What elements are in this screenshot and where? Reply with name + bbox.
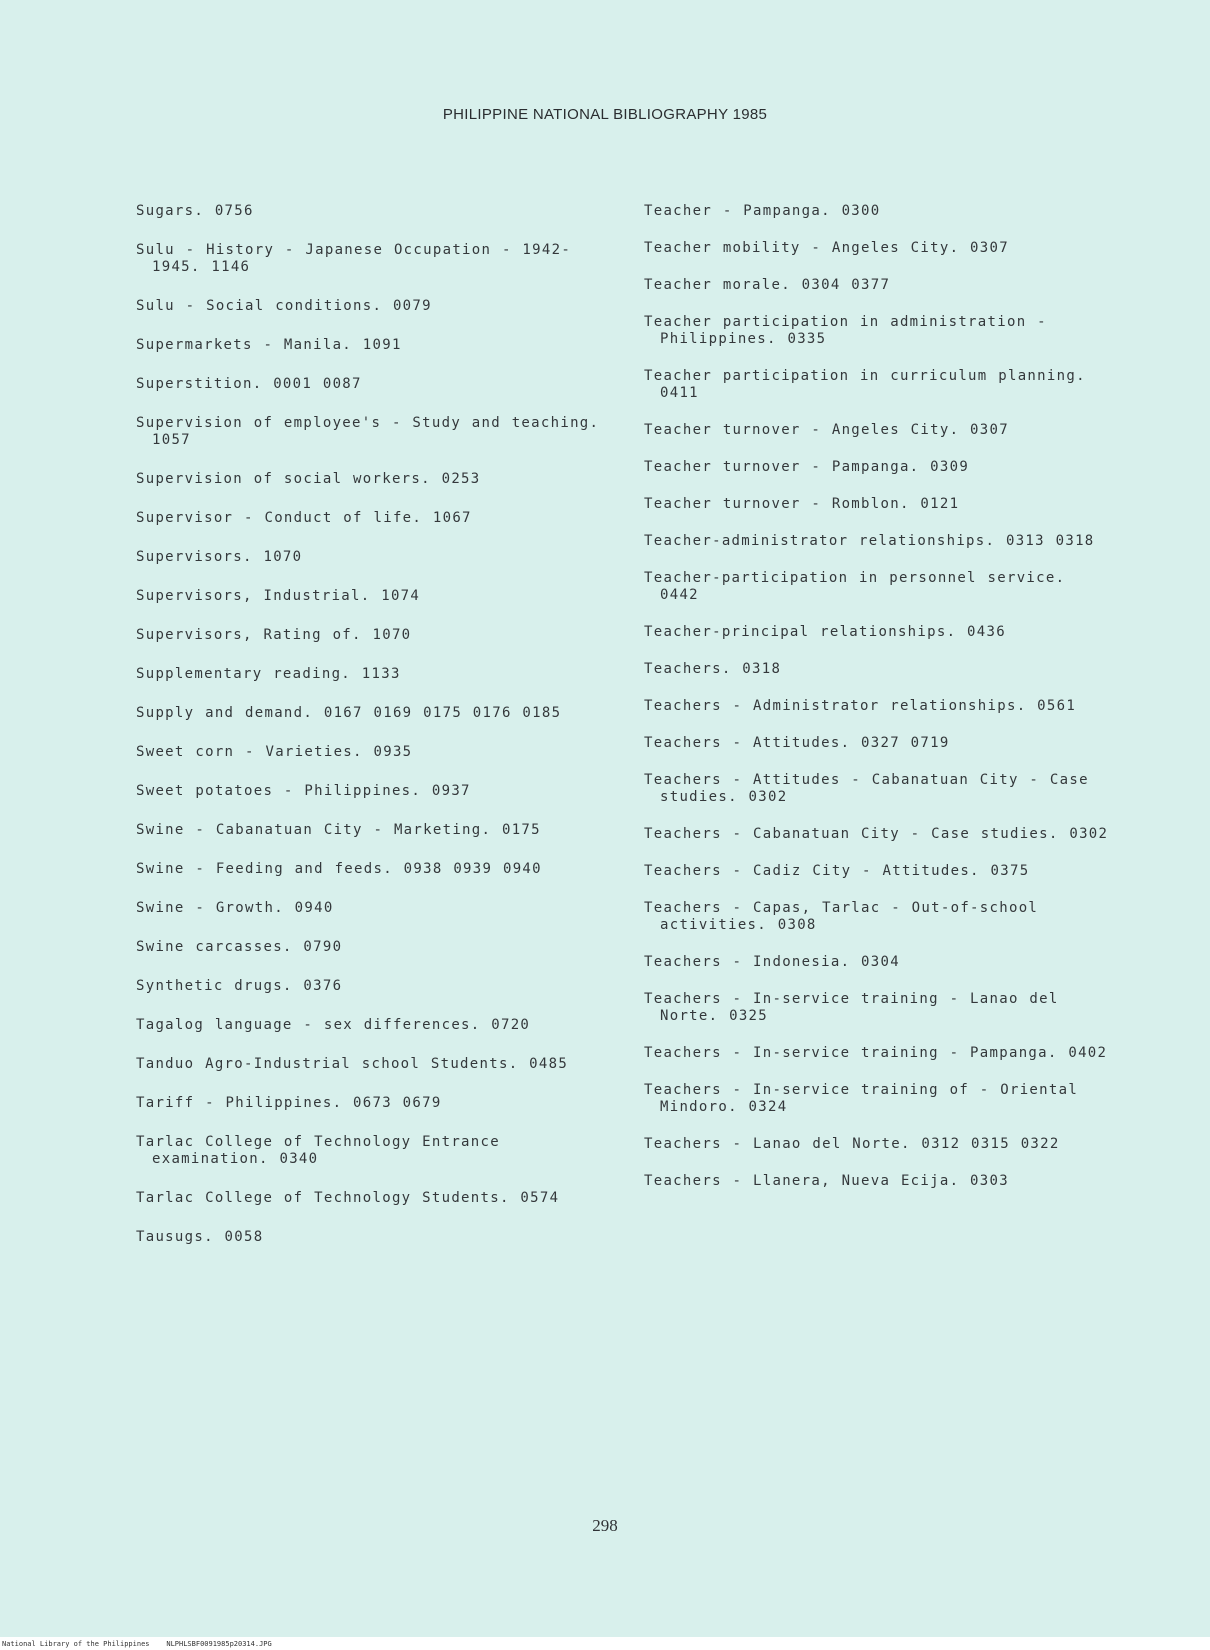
index-entry: Teachers - Cadiz City - Attitudes. 0375 xyxy=(644,863,1030,879)
index-entry: Swine - Feeding and feeds. 0938 0939 0940 xyxy=(136,861,542,877)
index-entry: Teachers - Cabanatuan City - Case studies. 0302 xyxy=(644,826,1109,842)
page-number: 298 xyxy=(592,1516,618,1535)
index-entry: Teacher mobility - Angeles City. 0307 xyxy=(644,240,1009,256)
index-entry: Teachers - Indonesia. 0304 xyxy=(644,954,900,970)
index-entry: Tausugs. 0058 xyxy=(136,1229,264,1245)
index-entry: Teachers - Administrator relationships. 0561 xyxy=(644,698,1077,714)
index-entry: Teachers - Llanera, Nueva Ecija. 0303 xyxy=(644,1173,1009,1189)
page-header-title: PHILIPPINE NATIONAL BIBLIOGRAPHY 1985 xyxy=(442,106,768,123)
index-entry: Teachers - In-service training - Lanao del Norte. 0325 xyxy=(644,991,1059,1024)
index-entry: Tarlac College of Technology Students. 0574 xyxy=(136,1190,560,1206)
index-entry: Teacher-administrator relationships. 0313 0318 xyxy=(644,533,1095,549)
index-entry: Teachers - In-service training - Pampanga. 0402 xyxy=(644,1045,1108,1061)
index-entry: Teacher-principal relationships. 0436 xyxy=(644,624,1006,640)
index-entry: Supervision of employee's - Study and teaching. 1057 xyxy=(136,415,600,448)
index-entry: Teachers - Attitudes. 0327 0719 xyxy=(644,735,950,751)
index-entry: Tagalog language - sex differences. 0720 xyxy=(136,1017,531,1033)
index-entry: Tariff - Philippines. 0673 0679 xyxy=(136,1095,442,1111)
index-entry: Teacher turnover - Pampanga. 0309 xyxy=(644,459,970,475)
index-entry: Supervisors, Rating of. 1070 xyxy=(136,627,412,643)
index-entry: Tarlac College of Technology Entrance examination. 0340 xyxy=(136,1134,500,1167)
index-entry: Supervisors, Industrial. 1074 xyxy=(136,588,421,604)
index-entry: Swine - Growth. 0940 xyxy=(136,900,334,916)
index-entry: Teachers - Lanao del Norte. 0312 0315 0322 xyxy=(644,1136,1060,1152)
index-entry: Teacher morale. 0304 0377 xyxy=(644,277,891,293)
index-column-right xyxy=(644,203,1114,1210)
index-entry: Synthetic drugs. 0376 xyxy=(136,978,343,994)
index-entry: Supervisor - Conduct of life. 1067 xyxy=(136,510,472,526)
index-entry: Teacher participation in administration - Philippines. 0335 xyxy=(644,314,1047,347)
index-entry: Swine carcasses. 0790 xyxy=(136,939,343,955)
index-entry: Teacher-participation in personnel service. 0442 xyxy=(644,570,1066,603)
index-entry: Sweet corn - Varieties. 0935 xyxy=(136,744,413,760)
index-entry: Supply and demand. 0167 0169 0175 0176 0185 xyxy=(136,705,562,721)
index-entry: Teacher - Pampanga. 0300 xyxy=(644,203,881,219)
index-entry: Teachers - Attitudes - Cabanatuan City - Case studies. 0302 xyxy=(644,772,1089,805)
index-entry: Supplementary reading. 1133 xyxy=(136,666,401,682)
index-entry: Teacher participation in curriculum planning. 0411 xyxy=(644,368,1086,401)
index-entry: Swine - Cabanatuan City - Marketing. 0175 xyxy=(136,822,541,838)
index-entry: Supervisors. 1070 xyxy=(136,549,303,565)
index-entry: Sweet potatoes - Philippines. 0937 xyxy=(136,783,471,799)
index-column-left xyxy=(136,203,616,1268)
index-entry: Supervision of social workers. 0253 xyxy=(136,471,481,487)
index-entry: Sulu - History - Japanese Occupation - 1942-1945. 1146 xyxy=(136,242,572,275)
index-entry: Teacher turnover - Angeles City. 0307 xyxy=(644,422,1009,438)
index-entry: Superstition. 0001 0087 xyxy=(136,376,362,392)
index-entry: Sulu - Social conditions. 0079 xyxy=(136,298,432,314)
index-entry: Teacher turnover - Romblon. 0121 xyxy=(644,496,960,512)
index-entry: Teachers. 0318 xyxy=(644,661,782,677)
index-entry: Teachers - Capas, Tarlac - Out-of-school activities. 0308 xyxy=(644,900,1039,933)
index-entry: Teachers - In-service training of - Oriental Mindoro. 0324 xyxy=(644,1082,1079,1115)
index-entry: Supermarkets - Manila. 1091 xyxy=(136,337,402,353)
index-entry: Tanduo Agro-Industrial school Students. 0485 xyxy=(136,1056,569,1072)
index-entry: Sugars. 0756 xyxy=(136,203,254,219)
scan-footer-text: National Library of the Philippines NLPHLSBF0091985p20314.JPG xyxy=(2,1640,272,1648)
